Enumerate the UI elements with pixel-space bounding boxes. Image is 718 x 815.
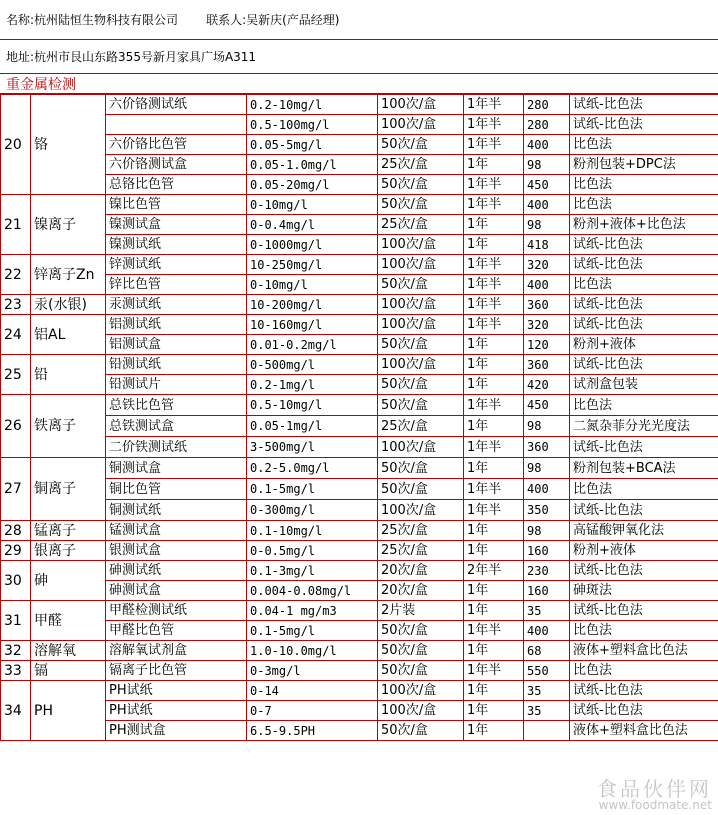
method: 比色法 — [570, 621, 718, 641]
range: 0-14 — [247, 681, 378, 701]
shelf-life: 1年 — [464, 355, 524, 375]
shelf-life: 1年半 — [464, 437, 524, 458]
method: 高锰酸钾氧化法 — [570, 521, 718, 541]
method: 比色法 — [570, 479, 718, 500]
shelf-life: 1年 — [464, 601, 524, 621]
product-name: 甲醛比色管 — [106, 621, 247, 641]
package: 50次/盒 — [378, 175, 464, 195]
range: 0.05-20mg/l — [247, 175, 378, 195]
product-name: 铝测试盒 — [106, 335, 247, 355]
table-row — [1, 581, 718, 601]
method: 试纸-比色法 — [570, 561, 718, 581]
product-name: 溶解氧试剂盒 — [106, 641, 247, 661]
shelf-life: 1年 — [464, 375, 524, 395]
price: 450 — [524, 395, 570, 416]
product-name: 六价铬测试纸 — [106, 95, 247, 115]
product-name: 铝测试纸 — [106, 315, 247, 335]
shelf-life: 1年 — [464, 155, 524, 175]
shelf-life: 1年 — [464, 681, 524, 701]
shelf-life: 1年 — [464, 215, 524, 235]
watermark — [597, 779, 712, 811]
method: 粉剂+液体+比色法 — [570, 215, 718, 235]
range: 0.05-1.0mg/l — [247, 155, 378, 175]
shelf-life: 1年 — [464, 581, 524, 601]
shelf-life: 1年 — [464, 416, 524, 437]
table-row — [1, 275, 718, 295]
package: 25次/盒 — [378, 416, 464, 437]
range: 0-1000mg/l — [247, 235, 378, 255]
table-row — [1, 561, 718, 581]
item-number: 28 — [1, 521, 31, 541]
shelf-life: 1年半 — [464, 395, 524, 416]
method: 试纸-比色法 — [570, 255, 718, 275]
product-name: 二价铁测试纸 — [106, 437, 247, 458]
product-name: 砷测试纸 — [106, 561, 247, 581]
table-row — [1, 621, 718, 641]
table-row — [1, 335, 718, 355]
item-category: 锌离子Zn — [31, 255, 106, 295]
item-number: 20 — [1, 95, 31, 195]
package: 25次/盒 — [378, 521, 464, 541]
package: 100次/盒 — [378, 295, 464, 315]
item-category: 汞(水银) — [31, 295, 106, 315]
contact-name: 吴新庆(产品经理) — [246, 12, 340, 27]
table-row — [1, 355, 718, 375]
table-row — [1, 95, 718, 115]
range: 0-3mg/l — [247, 661, 378, 681]
method: 液体+塑料盒比色法 — [570, 641, 718, 661]
method: 试纸-比色法 — [570, 500, 718, 521]
product-name: 铅测试纸 — [106, 355, 247, 375]
price: 230 — [524, 561, 570, 581]
table-row — [1, 315, 718, 335]
shelf-life: 1年 — [464, 641, 524, 661]
shelf-life: 1年半 — [464, 661, 524, 681]
item-category: 甲醛 — [31, 601, 106, 641]
product-name: 镍测试盒 — [106, 215, 247, 235]
price: 68 — [524, 641, 570, 661]
package: 50次/盒 — [378, 275, 464, 295]
range: 0-7 — [247, 701, 378, 721]
package: 50次/盒 — [378, 621, 464, 641]
method: 比色法 — [570, 661, 718, 681]
item-category: 铜离子 — [31, 458, 106, 521]
price: 360 — [524, 295, 570, 315]
price: 98 — [524, 458, 570, 479]
product-name — [106, 115, 247, 135]
item-number: 29 — [1, 541, 31, 561]
package: 20次/盒 — [378, 561, 464, 581]
method: 二氮杂菲分光光度法 — [570, 416, 718, 437]
range: 10-200mg/l — [247, 295, 378, 315]
range: 10-160mg/l — [247, 315, 378, 335]
range: 0.04-1 mg/m3 — [247, 601, 378, 621]
product-name: PH试纸 — [106, 701, 247, 721]
item-category: 铁离子 — [31, 395, 106, 458]
shelf-life: 1年 — [464, 235, 524, 255]
package: 50次/盒 — [378, 479, 464, 500]
table-row — [1, 295, 718, 315]
price: 320 — [524, 255, 570, 275]
range: 0-0.4mg/l — [247, 215, 378, 235]
range: 0.2-5.0mg/l — [247, 458, 378, 479]
range: 0.2-10mg/l — [247, 95, 378, 115]
package: 100次/盒 — [378, 95, 464, 115]
price: 400 — [524, 621, 570, 641]
shelf-life: 1年半 — [464, 479, 524, 500]
method: 比色法 — [570, 275, 718, 295]
shelf-life: 1年半 — [464, 255, 524, 275]
table-row — [1, 175, 718, 195]
table-row — [1, 235, 718, 255]
price: 400 — [524, 275, 570, 295]
price: 400 — [524, 195, 570, 215]
table-row — [1, 601, 718, 621]
product-name: 甲醛检测试纸 — [106, 601, 247, 621]
product-name: 砷测试盒 — [106, 581, 247, 601]
product-name: 锰测试盒 — [106, 521, 247, 541]
item-category: 铅 — [31, 355, 106, 395]
range: 3-500mg/l — [247, 437, 378, 458]
shelf-life: 1年半 — [464, 175, 524, 195]
address-row — [0, 40, 718, 74]
price: 420 — [524, 375, 570, 395]
table-row — [1, 255, 718, 275]
price: 400 — [524, 135, 570, 155]
method: 粉剂包装+DPC法 — [570, 155, 718, 175]
package: 100次/盒 — [378, 115, 464, 135]
table-row — [1, 541, 718, 561]
package: 50次/盒 — [378, 375, 464, 395]
package: 100次/盒 — [378, 315, 464, 335]
product-name: 六价铬比色管 — [106, 135, 247, 155]
table-row — [1, 641, 718, 661]
price: 280 — [524, 115, 570, 135]
item-category: 铝AL — [31, 315, 106, 355]
price — [524, 721, 570, 741]
price: 98 — [524, 215, 570, 235]
item-number: 27 — [1, 458, 31, 521]
method: 粉剂+液体 — [570, 335, 718, 355]
product-name: 铅测试片 — [106, 375, 247, 395]
method: 试纸-比色法 — [570, 95, 718, 115]
shelf-life: 1年半 — [464, 295, 524, 315]
package: 50次/盒 — [378, 661, 464, 681]
price: 320 — [524, 315, 570, 335]
item-category: 溶解氧 — [31, 641, 106, 661]
package: 100次/盒 — [378, 255, 464, 275]
price: 98 — [524, 416, 570, 437]
product-name: 六价铬测试盒 — [106, 155, 247, 175]
method: 砷斑法 — [570, 581, 718, 601]
method: 粉剂+液体 — [570, 541, 718, 561]
table-row — [1, 437, 718, 458]
package: 50次/盒 — [378, 721, 464, 741]
method: 比色法 — [570, 395, 718, 416]
item-number: 22 — [1, 255, 31, 295]
range: 0.5-10mg/l — [247, 395, 378, 416]
price: 35 — [524, 701, 570, 721]
name-label: 名称: — [6, 12, 35, 27]
shelf-life: 1年半 — [464, 621, 524, 641]
product-name: 铜测试盒 — [106, 458, 247, 479]
package: 100次/盒 — [378, 437, 464, 458]
range: 0-0.5mg/l — [247, 541, 378, 561]
package: 100次/盒 — [378, 355, 464, 375]
package: 25次/盒 — [378, 541, 464, 561]
table-row — [1, 681, 718, 701]
table-row — [1, 375, 718, 395]
method: 试纸-比色法 — [570, 355, 718, 375]
item-category: 砷 — [31, 561, 106, 601]
table-row — [1, 458, 718, 479]
product-name: 镍测试纸 — [106, 235, 247, 255]
item-number: 21 — [1, 195, 31, 255]
table-row — [1, 521, 718, 541]
range: 0.1-5mg/l — [247, 479, 378, 500]
method: 比色法 — [570, 135, 718, 155]
address-label: 地址: — [6, 49, 35, 64]
product-name: 镉离子比色管 — [106, 661, 247, 681]
product-table — [0, 94, 718, 741]
table-row — [1, 721, 718, 741]
method: 试纸-比色法 — [570, 115, 718, 135]
range: 0.5-100mg/l — [247, 115, 378, 135]
method: 试纸-比色法 — [570, 295, 718, 315]
item-number: 31 — [1, 601, 31, 641]
package: 25次/盒 — [378, 155, 464, 175]
range: 0-300mg/l — [247, 500, 378, 521]
method: 试纸-比色法 — [570, 701, 718, 721]
price: 120 — [524, 335, 570, 355]
contact-label: 联系人: — [206, 12, 247, 27]
price: 418 — [524, 235, 570, 255]
range: 0-10mg/l — [247, 275, 378, 295]
method: 试纸-比色法 — [570, 437, 718, 458]
shelf-life: 1年半 — [464, 500, 524, 521]
product-name: 镍比色管 — [106, 195, 247, 215]
package: 50次/盒 — [378, 335, 464, 355]
shelf-life: 1年半 — [464, 95, 524, 115]
method: 比色法 — [570, 195, 718, 215]
price: 160 — [524, 541, 570, 561]
shelf-life: 1年半 — [464, 195, 524, 215]
item-number: 25 — [1, 355, 31, 395]
package: 50次/盒 — [378, 395, 464, 416]
address-text: 杭州市艮山东路355号新月家具广场A311 — [34, 49, 257, 64]
package: 50次/盒 — [378, 135, 464, 155]
package: 25次/盒 — [378, 215, 464, 235]
product-name: 锌比色管 — [106, 275, 247, 295]
item-number: 26 — [1, 395, 31, 458]
watermark-title: 食品伙伴网 — [597, 777, 712, 801]
item-category: 镍离子 — [31, 195, 106, 255]
item-category: 铬 — [31, 95, 106, 195]
price: 360 — [524, 355, 570, 375]
shelf-life: 1年 — [464, 721, 524, 741]
range: 1.0-10.0mg/l — [247, 641, 378, 661]
item-category: 锰离子 — [31, 521, 106, 541]
method: 试剂盒包装 — [570, 375, 718, 395]
package: 100次/盒 — [378, 500, 464, 521]
price: 98 — [524, 155, 570, 175]
item-number: 23 — [1, 295, 31, 315]
item-number: 24 — [1, 315, 31, 355]
table-row — [1, 135, 718, 155]
range: 0-10mg/l — [247, 195, 378, 215]
shelf-life: 1年半 — [464, 275, 524, 295]
table-row — [1, 215, 718, 235]
table-row — [1, 500, 718, 521]
section-title: 重金属检测 — [0, 74, 718, 94]
price: 360 — [524, 437, 570, 458]
package: 100次/盒 — [378, 681, 464, 701]
shelf-life: 1年半 — [464, 115, 524, 135]
price: 35 — [524, 681, 570, 701]
item-number: 32 — [1, 641, 31, 661]
method: 试纸-比色法 — [570, 681, 718, 701]
package: 2片装 — [378, 601, 464, 621]
product-name: 铜测试纸 — [106, 500, 247, 521]
item-category: 银离子 — [31, 541, 106, 561]
item-number: 34 — [1, 681, 31, 741]
product-name: 总铁比色管 — [106, 395, 247, 416]
range: 0.05-1mg/l — [247, 416, 378, 437]
range: 10-250mg/l — [247, 255, 378, 275]
shelf-life: 1年 — [464, 701, 524, 721]
method: 比色法 — [570, 175, 718, 195]
product-name: PH试纸 — [106, 681, 247, 701]
table-row — [1, 416, 718, 437]
price: 400 — [524, 479, 570, 500]
shelf-life: 1年 — [464, 335, 524, 355]
price: 280 — [524, 95, 570, 115]
shelf-life: 2年半 — [464, 561, 524, 581]
price: 35 — [524, 601, 570, 621]
package: 20次/盒 — [378, 581, 464, 601]
shelf-life: 1年半 — [464, 135, 524, 155]
method: 粉剂包装+BCA法 — [570, 458, 718, 479]
product-name: 总铁测试盒 — [106, 416, 247, 437]
price: 98 — [524, 521, 570, 541]
price: 160 — [524, 581, 570, 601]
company-name: 杭州陆恒生物科技有限公司 — [34, 12, 179, 27]
shelf-life: 1年 — [464, 541, 524, 561]
product-name: 银测试盒 — [106, 541, 247, 561]
product-name: PH测试盒 — [106, 721, 247, 741]
table-row — [1, 395, 718, 416]
product-name: 锌测试纸 — [106, 255, 247, 275]
range: 0.1-5mg/l — [247, 621, 378, 641]
method: 试纸-比色法 — [570, 601, 718, 621]
range: 6.5-9.5PH — [247, 721, 378, 741]
method: 试纸-比色法 — [570, 235, 718, 255]
table-row — [1, 701, 718, 721]
method: 试纸-比色法 — [570, 315, 718, 335]
table-row — [1, 195, 718, 215]
range: 0.1-3mg/l — [247, 561, 378, 581]
range: 0.05-5mg/l — [247, 135, 378, 155]
product-name: 铜比色管 — [106, 479, 247, 500]
package: 50次/盒 — [378, 458, 464, 479]
watermark-url: www.foodmate.net — [598, 798, 712, 812]
shelf-life: 1年 — [464, 521, 524, 541]
range: 0.1-10mg/l — [247, 521, 378, 541]
price: 550 — [524, 661, 570, 681]
package: 50次/盒 — [378, 641, 464, 661]
range: 0.2-1mg/l — [247, 375, 378, 395]
product-name: 总铬比色管 — [106, 175, 247, 195]
package: 50次/盒 — [378, 195, 464, 215]
company-header-row — [0, 0, 718, 40]
price: 450 — [524, 175, 570, 195]
item-number: 33 — [1, 661, 31, 681]
table-row — [1, 155, 718, 175]
package: 100次/盒 — [378, 701, 464, 721]
table-row — [1, 479, 718, 500]
item-category: PH — [31, 681, 106, 741]
package: 100次/盒 — [378, 235, 464, 255]
range: 0.004-0.08mg/l — [247, 581, 378, 601]
product-name: 汞测试纸 — [106, 295, 247, 315]
table-row — [1, 115, 718, 135]
method: 液体+塑料盒比色法 — [570, 721, 718, 741]
price: 350 — [524, 500, 570, 521]
item-number: 30 — [1, 561, 31, 601]
range: 0.01-0.2mg/l — [247, 335, 378, 355]
item-category: 镉 — [31, 661, 106, 681]
shelf-life: 1年 — [464, 458, 524, 479]
range: 0-500mg/l — [247, 355, 378, 375]
table-row — [1, 661, 718, 681]
shelf-life: 1年半 — [464, 315, 524, 335]
